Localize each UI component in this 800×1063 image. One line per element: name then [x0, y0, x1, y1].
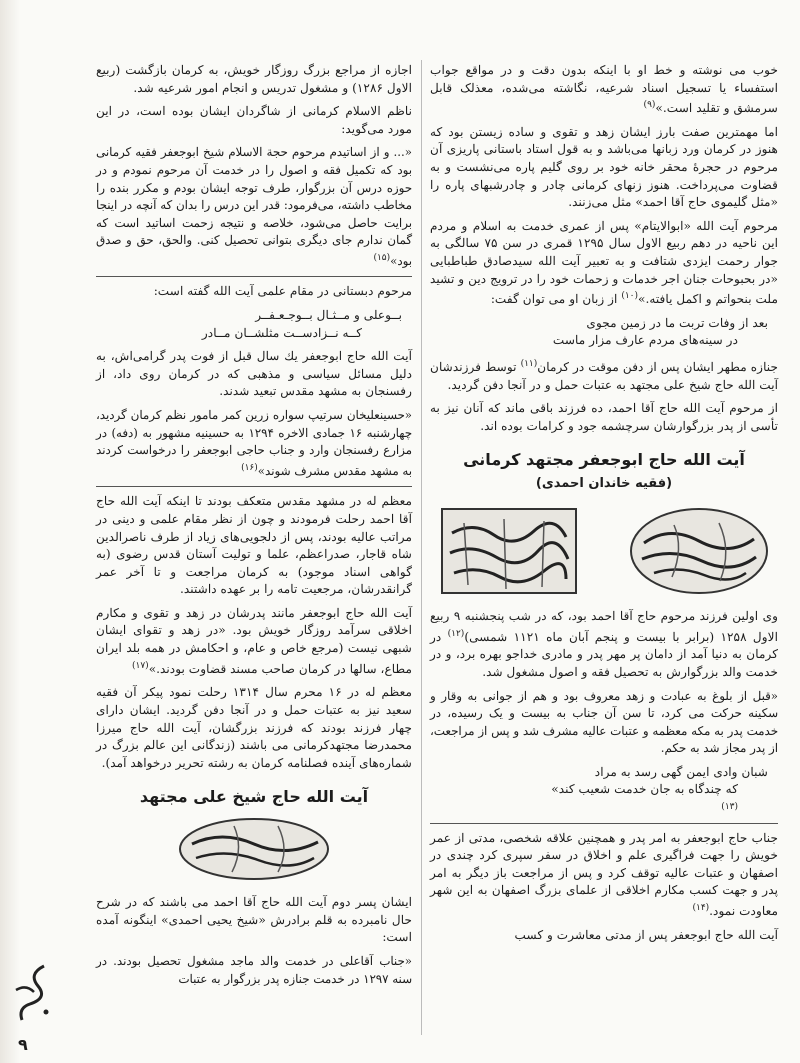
verse [430, 764, 778, 817]
verse-line: در سینه‌های مردم عارف مزار ماست [552, 333, 738, 348]
paragraph: ایشان پسر دوم آیت الله حاج آقا احمد می باشند که در شرح حال نامبرده به قلم برادرش «شیخ یحیی احمدی» اینگونه آمده است: [96, 895, 412, 945]
footnote-ref: (۹) [643, 100, 656, 111]
paragraph: معظم له در مشهد مقدس متعکف بودند تا اینکه آیت الله حاج آقا احمد رحلت فرمودند و چون از نظر مقام علمی و دینی در مراتب عالیه بودند، پس از دلجویی‌های زیاد از طرف ناصرالدین شاه قاجار، صدراعظم، علما و تولیت آستان قدس رضوی (به گواهی اسناد موجود) به کرمان مراجعت و تا آخر عمر گرانقدرشان، مرجعیت تامه را بر عهده داشتند. [96, 494, 412, 597]
paragraph [430, 356, 778, 394]
footnote-ref: (۱۷) [131, 660, 149, 671]
paragraph-text: جنازه مطهر ایشان پس از دفن موقت در کرمان [537, 360, 778, 375]
quote-paragraph: «قبل از بلوغ به عبادت و زهد معروف بود و هم از جوانی به وقار و سکینه حرکت می کرد، تا سن آن جناب به بیست و یک رسیده، در خدمت پدر به مکه معظمه و عتبات عالیه مشرف شد و پس از مراجعت، از پدر مجاز شد به حکم. [430, 688, 778, 756]
quote-text: «حسینعلیخان سرتیپ سواره زرین کمر مامور نظم کرمان گردید، چهارشنبه ۱۶ جمادی الاخره ۱۲۹۴ به حسینیه مشهور به (دفه) در مزارع رفسنجان وارد و جناب حاجی ابوجعفر را درخواست کردند به مشهد مقدس مشرف شوند» [96, 408, 412, 478]
seal-images [434, 503, 774, 598]
verse [96, 307, 412, 342]
paragraph: اما مهمترین صفت بارز ایشان زهد و تقوی و ساده زیستن بود که هنوز در کرمان ورد زبانها می‌باشد و به قول استاد باستانی پاریزی آن مرحوم در حجرهٔ محقر خانه خود بر روی گلیم پاره می‌نشست و به قضاوت می‌پرداخت. هنوز زنهای کرمانی چادر و چادرشبهای پاره را «مثل گلیموی حاج آقا احمد» مثل می‌زنند. [430, 124, 778, 210]
seal-oval-image [174, 814, 334, 884]
paragraph-text: در کرمان به دنیا آمد از دامان پر مهر پدر و مادری خداجو بهره برد، و در خدمت والد بزرگوارش به تحصیل فقه و اصول مشغول شد. [430, 629, 778, 679]
paragraph: آیت الله حاج ابوجعفر پس از مدتی معاشرت و کسب [514, 927, 778, 942]
verse-text: که چندگاه به جان خدمت شعیب کند» [551, 782, 738, 797]
paragraph: ناظم الاسلام کرمانی از شاگردان ایشان بوده است، در این مورد می‌گوید: [96, 104, 412, 136]
paragraph [430, 218, 778, 309]
divider-line [96, 276, 412, 277]
verse-line: شبان وادی ایمن گهی رسد به مراد [594, 764, 768, 779]
paragraph-text: مرحوم آیت الله «ابوالایتام» پس از عمری خدمت به اسلام و مردم این ناحیه در دهم ربیع الاول سال ۱۲۹۵ قمری در سن ۷۵ سالگی به جوار رحمت ایزدی شتافت و به تعبیر آیت الله سیدصادق طباطبایی «در بحبوحات جنان اجر خدمات و زحمات خود را در ترویج دین و تشید ملت بنحواتم و اکمل یافته.» [430, 218, 779, 307]
quote-text: «... و از اساتیدم مرحوم حجة الاسلام شیخ ابوجعفر فقیه کرمانی بود که تکمیل فقه و اصول را در خدمت آن مرحوم نمودم و در حوزه درس آن بزرگوار، طرف توجه ایشان بودم و مکرر بنده را مخاطب داشته، می‌فرمود: قدر این درس را بدان که آنچه در اینجا برایت حاصل می‌شود، خلاصه و نتیجه زحمت اساتید است که گمان ندارم جای دیگری بتوانی تحصیل کنی. والحق، حق و صدق بود» [96, 145, 412, 268]
page-edge-shadow [0, 0, 20, 1063]
paragraph-text: از زبان او می توان گفت: [490, 292, 618, 307]
paragraph [430, 62, 778, 118]
verse-line: بــوعلی و مــثـال بــوجـعـفــر [255, 308, 402, 323]
seal-stamp-image [434, 503, 584, 598]
quote-paragraph: «جناب آقاعلی در خدمت والد ماجد مشغول تحصیل بودند. در سنه ۱۲۹۷ در خدمت جنازه پدر بزرگوار به عتبات [96, 954, 412, 986]
footnote-ref: (۱۶) [241, 462, 258, 473]
quote-paragraph [96, 144, 412, 270]
paragraph: از مرحوم آیت الله حاج آقا احمد، ده فرزند باقی ماند که آنان نیز به تأسی از پدر بزرگوارشان سرچشمه جود و کرامات بوده اند. [430, 401, 778, 433]
right-column [430, 62, 778, 950]
paragraph: آیت الله حاج ابوجعفر یك سال قبل از فوت پدر گرامی‌اش، به دلیل مسائل سیاسی و مذهبی که در کرمان روی داد، از رفسنجان به مشهد مقدس تبعید شدند. [96, 349, 412, 399]
paragraph [96, 605, 412, 678]
section-title: آیت الله حاج ابوجعفر مجتهد کرمانی [463, 450, 745, 470]
footnote-ref: (۱۵) [373, 252, 391, 263]
divider-line [96, 486, 412, 487]
paragraph-text: خوب می نوشته و خط او با اینکه بدون دقت و در مواقع جواب استفساء یا تسجیل اسناد شرعیه، نگاشته می‌شده، معذلک قابل سرمشق و تقلید است.» [430, 63, 778, 116]
paragraph-text: توسط فرزندشان آیت الله حاج شیخ علی مجتهد به عتبات حمل و در آنجا دفن گردید. [430, 360, 778, 392]
footnote-ref: (۱۳) [721, 802, 738, 813]
quote-paragraph [96, 407, 412, 480]
section-subtitle: (فقیه خاندان احمدی) [535, 476, 673, 492]
verse [430, 315, 778, 350]
left-column [96, 62, 412, 994]
page-number: ۹ [18, 1035, 28, 1054]
paragraph [430, 608, 778, 681]
footnote-ref: (۱۱) [520, 359, 538, 370]
paragraph: معظم له در ۱۶ محرم سال ۱۳۱۴ رحلت نمود پیکر آن فقیه سعید نیز به عتبات حمل و در آنجا دفن گردید. ایشان دارای چهار فرزند بودند که فرزند بزرگشان، آیت الله حاج میرزا محمدرضا مجتهدکرمانی می باشند (زندگانی این عالم بزرگ در شماره‌های آینده فصلنامه کرمان به رشته تحریر درخواهد آمد). [96, 685, 412, 770]
verse-line: کــه نــزادســت مثلشــان مــادر [201, 325, 362, 340]
paragraph-text: آیت الله حاج ابوجعفر مانند پدرشان در زهد و تقوی و مکارم اخلاقی سرآمد روزگار خویش بود. «در زهد و تقوای ایشان شبهی نیست (مرجع خاص و عام، و احکامش در همه بلد ایران مطاع، سالها در کرمان صاحب مسند قضاوت بودند.» [96, 605, 412, 676]
verse-line [430, 781, 768, 816]
divider-line [430, 823, 778, 824]
footnote-ref: (۱۰) [621, 291, 639, 302]
seal-oval-image [624, 503, 774, 598]
magazine-logo-image [8, 960, 56, 1030]
column-divider [421, 60, 422, 1035]
paragraph-text: جناب حاج ابوجعفر به امر پدر و همچنین علاقه شخصی، مدتی از عمر خویش را جهت فراگیری علم و اخلاق در سفر سپری کرد چندی در اصفهان و عتبات عالیه توقف کرد و پس از مراجعت باز دیگر به امر پدر و جهت کسب مکارم اخلاقی از علمای بزرگ اصفهان به این شهر معاودت نمود. [430, 830, 778, 919]
verse-line: بعد از وفات تربت ما در زمین مجوی [586, 315, 768, 330]
paragraph-text: وی اولین فرزند مرحوم حاج آقا احمد بود، که در شب پنجشنبه ۹ ربیع الاول ۱۲۵۸ (برابر با بیست و پنجم آبان ماه ۱۱۲۱ شمسی) [430, 609, 778, 644]
paragraph: اجازه از مراجع بزرگ روزگار خویش، به کرمان بازگشت (ربیع الاول ۱۲۸۶) و مشغول تدریس و انجام امور شرعیه شد. [96, 63, 412, 95]
footnote-ref: (۱۴) [692, 903, 710, 914]
section-title: آیت الله حاج شیخ علی مجتهد [139, 787, 369, 807]
paragraph: مرحوم دبستانی در مقام علمی آیت الله گفته است: [153, 284, 412, 299]
paragraph [430, 830, 778, 921]
footnote-ref: (۱۲) [447, 628, 465, 639]
